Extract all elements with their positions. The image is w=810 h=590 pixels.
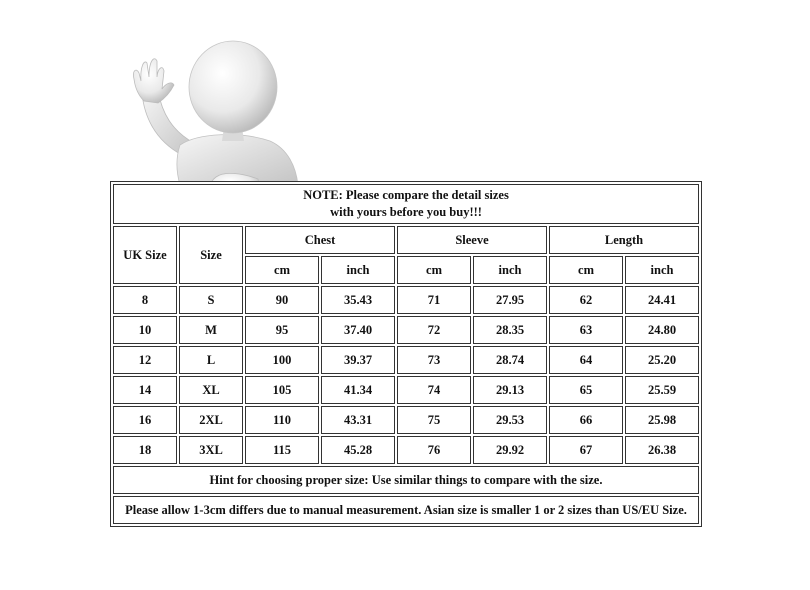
cell-uk: 12 bbox=[113, 346, 177, 374]
table-row bbox=[113, 376, 699, 404]
note-line-1: NOTE: Please compare the detail sizes bbox=[303, 188, 509, 202]
cell-length-cm: 63 bbox=[549, 316, 623, 344]
table-row bbox=[113, 286, 699, 314]
header-length: Length bbox=[549, 226, 699, 254]
cell-uk: 14 bbox=[113, 376, 177, 404]
cell-length-inch: 24.41 bbox=[625, 286, 699, 314]
cell-size: L bbox=[179, 346, 243, 374]
cell-sleeve-cm: 71 bbox=[397, 286, 471, 314]
unit-sleeve-cm: cm bbox=[397, 256, 471, 284]
note-cell bbox=[113, 184, 699, 224]
cell-chest-inch: 37.40 bbox=[321, 316, 395, 344]
header-sleeve: Sleeve bbox=[397, 226, 547, 254]
cell-uk: 10 bbox=[113, 316, 177, 344]
cell-length-cm: 64 bbox=[549, 346, 623, 374]
cell-size: 3XL bbox=[179, 436, 243, 464]
cell-chest-cm: 100 bbox=[245, 346, 319, 374]
cell-chest-cm: 90 bbox=[245, 286, 319, 314]
cell-sleeve-inch: 29.53 bbox=[473, 406, 547, 434]
cell-sleeve-cm: 75 bbox=[397, 406, 471, 434]
cell-sleeve-cm: 72 bbox=[397, 316, 471, 344]
measurement-note: Please allow 1-3cm differs due to manual measurement. Asian size is smaller 1 or 2 sizes than US/EU Size. bbox=[113, 496, 699, 524]
cell-size: M bbox=[179, 316, 243, 344]
cell-sleeve-cm: 73 bbox=[397, 346, 471, 374]
cell-length-cm: 65 bbox=[549, 376, 623, 404]
unit-chest-inch: inch bbox=[321, 256, 395, 284]
cell-sleeve-inch: 28.35 bbox=[473, 316, 547, 344]
cell-length-inch: 26.38 bbox=[625, 436, 699, 464]
table-row bbox=[113, 316, 699, 344]
table-row bbox=[113, 346, 699, 374]
cell-chest-cm: 95 bbox=[245, 316, 319, 344]
cell-chest-inch: 39.37 bbox=[321, 346, 395, 374]
unit-length-inch: inch bbox=[625, 256, 699, 284]
cell-length-inch: 25.98 bbox=[625, 406, 699, 434]
cell-size: 2XL bbox=[179, 406, 243, 434]
cell-chest-cm: 110 bbox=[245, 406, 319, 434]
cell-size: XL bbox=[179, 376, 243, 404]
size-chart-table bbox=[110, 181, 702, 527]
cell-chest-inch: 41.34 bbox=[321, 376, 395, 404]
header-chest: Chest bbox=[245, 226, 395, 254]
cell-length-cm: 62 bbox=[549, 286, 623, 314]
cell-sleeve-cm: 76 bbox=[397, 436, 471, 464]
cell-sleeve-inch: 29.92 bbox=[473, 436, 547, 464]
cell-length-inch: 25.20 bbox=[625, 346, 699, 374]
note-line-2: with yours before you buy!!! bbox=[330, 205, 482, 219]
cell-uk: 8 bbox=[113, 286, 177, 314]
cell-chest-cm: 105 bbox=[245, 376, 319, 404]
table-row bbox=[113, 406, 699, 434]
table-row bbox=[113, 436, 699, 464]
unit-sleeve-inch: inch bbox=[473, 256, 547, 284]
cell-chest-cm: 115 bbox=[245, 436, 319, 464]
cell-chest-inch: 45.28 bbox=[321, 436, 395, 464]
cell-uk: 16 bbox=[113, 406, 177, 434]
cell-chest-inch: 43.31 bbox=[321, 406, 395, 434]
cell-length-cm: 66 bbox=[549, 406, 623, 434]
cell-length-inch: 25.59 bbox=[625, 376, 699, 404]
cell-length-inch: 24.80 bbox=[625, 316, 699, 344]
cell-chest-inch: 35.43 bbox=[321, 286, 395, 314]
unit-length-cm: cm bbox=[549, 256, 623, 284]
unit-chest-cm: cm bbox=[245, 256, 319, 284]
cell-sleeve-inch: 28.74 bbox=[473, 346, 547, 374]
cell-sleeve-inch: 27.95 bbox=[473, 286, 547, 314]
cell-sleeve-inch: 29.13 bbox=[473, 376, 547, 404]
cell-length-cm: 67 bbox=[549, 436, 623, 464]
cell-sleeve-cm: 74 bbox=[397, 376, 471, 404]
cell-uk: 18 bbox=[113, 436, 177, 464]
header-uk-size: UK Size bbox=[113, 226, 177, 284]
cell-size: S bbox=[179, 286, 243, 314]
header-size: Size bbox=[179, 226, 243, 284]
hint-text: Hint for choosing proper size: Use similar things to compare with the size. bbox=[113, 466, 699, 494]
